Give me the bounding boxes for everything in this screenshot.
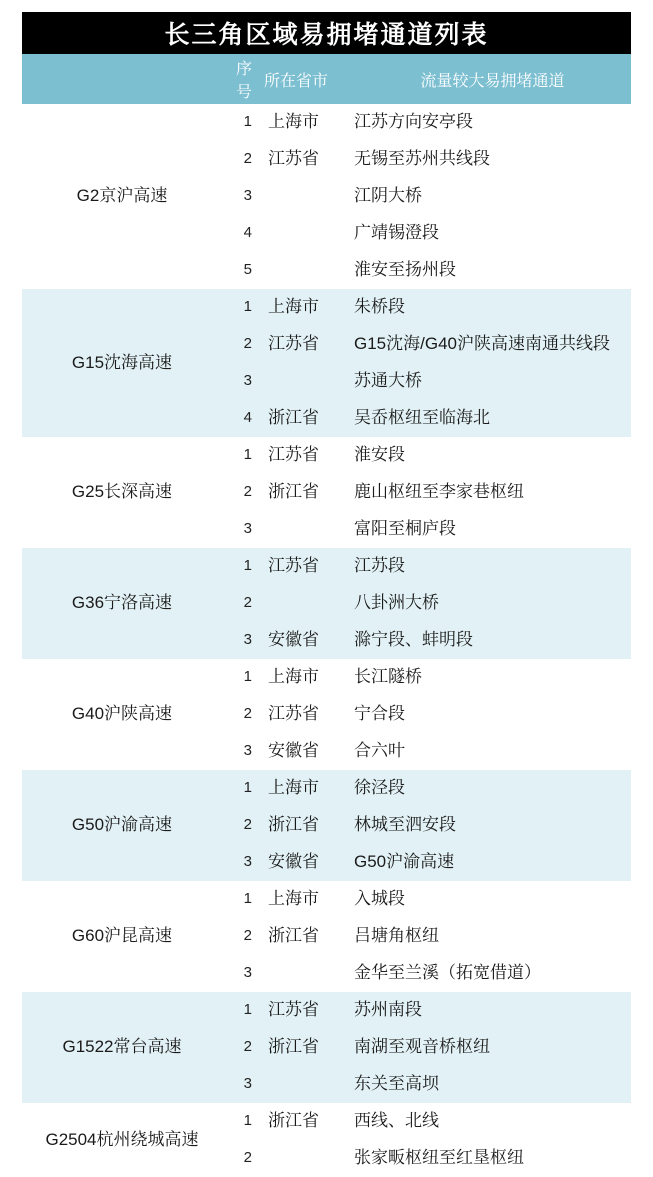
cell-province: [258, 585, 344, 622]
cell-province: 浙江省: [258, 474, 344, 511]
table-body: [22, 104, 631, 1177]
cell-index: 1: [222, 992, 258, 1029]
cell-province: 浙江省: [258, 807, 344, 844]
cell-index: 1: [222, 881, 258, 918]
table-row: [22, 289, 631, 326]
column-header-index: 序号: [222, 54, 258, 104]
cell-index: 2: [222, 585, 258, 622]
cell-segment: 江苏段: [344, 548, 631, 585]
cell-index: 3: [222, 178, 258, 215]
table-header-row: [22, 54, 631, 104]
cell-province: [258, 215, 344, 252]
cell-index: 3: [222, 955, 258, 992]
cell-index: 3: [222, 1066, 258, 1103]
cell-segment: 东关至高坝: [344, 1066, 631, 1103]
cell-index: 1: [222, 289, 258, 326]
page-title-text: 长三角区域易拥堵通道列表: [164, 21, 489, 49]
cell-segment: 宁合段: [344, 696, 631, 733]
cell-road-name: G1522常台高速: [22, 992, 222, 1103]
cell-segment: 张家畈枢纽至红垦枢纽: [344, 1140, 631, 1177]
cell-road-name: G40沪陕高速: [22, 659, 222, 770]
cell-segment: 淮安段: [344, 437, 631, 474]
cell-segment: 苏州南段: [344, 992, 631, 1029]
cell-road-name: G2京沪高速: [22, 104, 222, 289]
congestion-table: [22, 54, 631, 1177]
cell-segment: 江苏方向安亭段: [344, 104, 631, 141]
cell-road-name: G60沪昆高速: [22, 881, 222, 992]
cell-segment: 江阴大桥: [344, 178, 631, 215]
cell-segment: 八卦洲大桥: [344, 585, 631, 622]
cell-segment: 南湖至观音桥枢纽: [344, 1029, 631, 1066]
cell-segment: 广靖锡澄段: [344, 215, 631, 252]
table-header: [22, 54, 631, 104]
cell-segment: 林城至泗安段: [344, 807, 631, 844]
cell-province: 安徽省: [258, 844, 344, 881]
cell-road-name: G50沪渝高速: [22, 770, 222, 881]
cell-province: [258, 178, 344, 215]
cell-road-name: G25长深高速: [22, 437, 222, 548]
cell-segment: 吴岙枢纽至临海北: [344, 400, 631, 437]
cell-index: 1: [222, 548, 258, 585]
table-row: [22, 881, 631, 918]
cell-index: 3: [222, 733, 258, 770]
cell-segment: 西线、北线: [344, 1103, 631, 1140]
table-row: [22, 548, 631, 585]
cell-province: [258, 1140, 344, 1177]
column-header-road: [22, 54, 222, 104]
cell-province: [258, 955, 344, 992]
cell-province: [258, 511, 344, 548]
cell-province: 安徽省: [258, 622, 344, 659]
cell-segment: 长江隧桥: [344, 659, 631, 696]
cell-index: 1: [222, 770, 258, 807]
cell-index: 1: [222, 659, 258, 696]
cell-province: [258, 363, 344, 400]
cell-province: 江苏省: [258, 326, 344, 363]
cell-index: 2: [222, 1140, 258, 1177]
cell-segment: 朱桥段: [344, 289, 631, 326]
cell-index: 3: [222, 844, 258, 881]
table-row: [22, 992, 631, 1029]
cell-province: 浙江省: [258, 400, 344, 437]
cell-province: 江苏省: [258, 696, 344, 733]
cell-province: 上海市: [258, 104, 344, 141]
cell-province: 江苏省: [258, 548, 344, 585]
table-row: [22, 1103, 631, 1140]
table-row: [22, 770, 631, 807]
cell-index: 1: [222, 1103, 258, 1140]
table-row: [22, 104, 631, 141]
cell-index: 2: [222, 1029, 258, 1066]
cell-index: 2: [222, 326, 258, 363]
cell-segment: 无锡至苏州共线段: [344, 141, 631, 178]
cell-index: 2: [222, 807, 258, 844]
cell-province: 江苏省: [258, 992, 344, 1029]
cell-segment: 富阳至桐庐段: [344, 511, 631, 548]
column-header-province: 所在省市: [258, 54, 344, 104]
cell-segment: 合六叶: [344, 733, 631, 770]
page-title: [22, 12, 631, 54]
cell-index: 3: [222, 511, 258, 548]
table-row: [22, 659, 631, 696]
cell-index: 5: [222, 252, 258, 289]
cell-province: [258, 1066, 344, 1103]
cell-segment: 入城段: [344, 881, 631, 918]
cell-segment: 滁宁段、蚌明段: [344, 622, 631, 659]
cell-segment: 鹿山枢纽至李家巷枢纽: [344, 474, 631, 511]
cell-segment: G15沈海/G40沪陕高速南通共线段: [344, 326, 631, 363]
table-row: [22, 437, 631, 474]
cell-index: 2: [222, 696, 258, 733]
cell-province: 浙江省: [258, 1103, 344, 1140]
cell-province: 江苏省: [258, 437, 344, 474]
cell-province: 浙江省: [258, 918, 344, 955]
document-page: [0, 12, 653, 1168]
cell-index: 4: [222, 215, 258, 252]
cell-segment: 吕塘角枢纽: [344, 918, 631, 955]
cell-road-name: G15沈海高速: [22, 289, 222, 437]
cell-province: 上海市: [258, 770, 344, 807]
cell-road-name: G2504杭州绕城高速: [22, 1103, 222, 1177]
column-header-segment: 流量较大易拥堵通道: [344, 54, 631, 104]
cell-index: 2: [222, 918, 258, 955]
cell-segment: 徐泾段: [344, 770, 631, 807]
cell-segment: 苏通大桥: [344, 363, 631, 400]
cell-province: 浙江省: [258, 1029, 344, 1066]
cell-index: 2: [222, 474, 258, 511]
cell-index: 1: [222, 104, 258, 141]
cell-index: 2: [222, 141, 258, 178]
cell-road-name: G36宁洛高速: [22, 548, 222, 659]
cell-province: 江苏省: [258, 141, 344, 178]
cell-province: 安徽省: [258, 733, 344, 770]
cell-segment: 淮安至扬州段: [344, 252, 631, 289]
cell-index: 3: [222, 622, 258, 659]
cell-index: 4: [222, 400, 258, 437]
cell-province: 上海市: [258, 659, 344, 696]
cell-segment: G50沪渝高速: [344, 844, 631, 881]
cell-segment: 金华至兰溪（拓宽借道）: [344, 955, 631, 992]
cell-index: 3: [222, 363, 258, 400]
cell-province: [258, 252, 344, 289]
cell-province: 上海市: [258, 289, 344, 326]
cell-province: 上海市: [258, 881, 344, 918]
cell-index: 1: [222, 437, 258, 474]
